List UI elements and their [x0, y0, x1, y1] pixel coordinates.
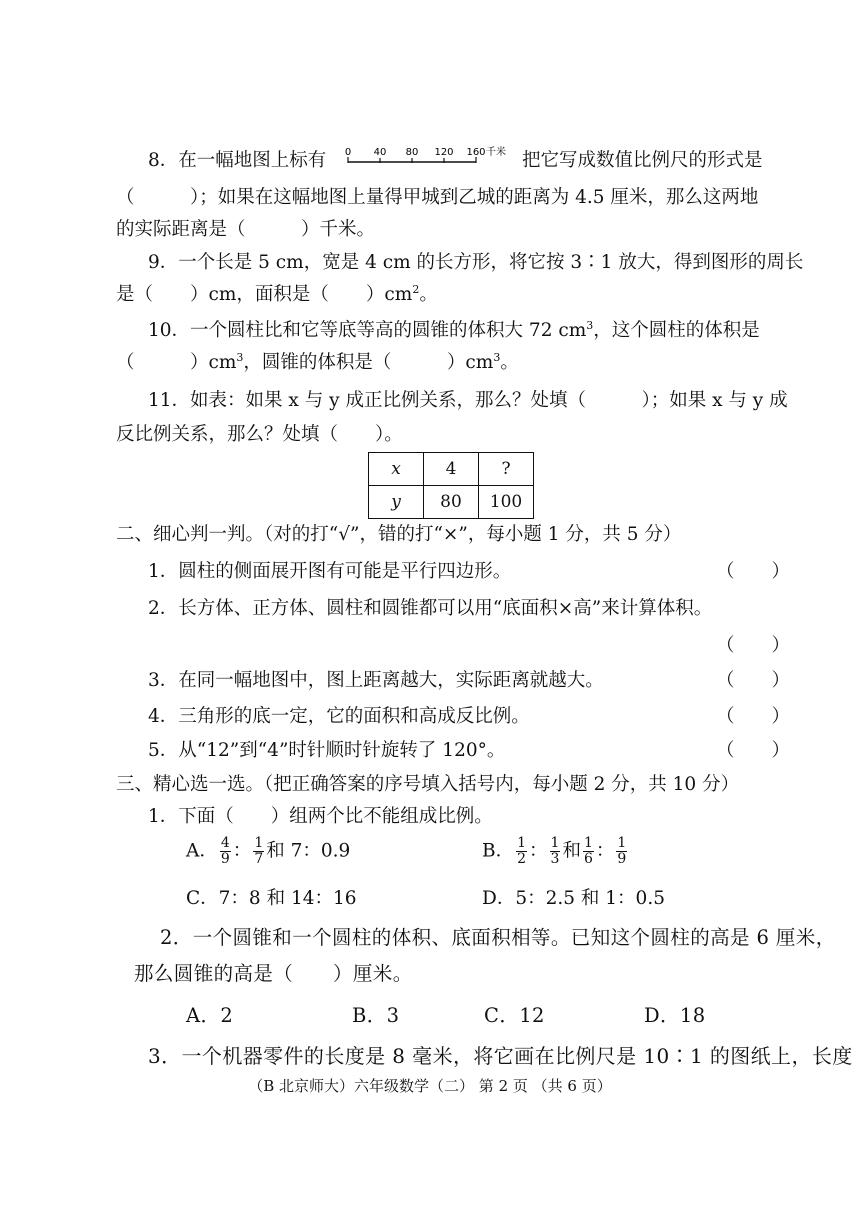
- scale-tick-120: 120: [434, 147, 454, 158]
- choice-q1-option-a: A． $\frac{4}{9}$ ： $\frac{1}{7}$ 和 7：0.9: [186, 835, 351, 867]
- table-cell: x: [369, 453, 424, 486]
- table-cell: ?: [479, 453, 534, 486]
- table-cell: y: [369, 486, 424, 519]
- table-row: [369, 453, 534, 486]
- line-scale-bar: [340, 144, 518, 168]
- judge-paren-2: （ ）: [716, 635, 791, 656]
- choice-q1-stem: 1．下面（ ）组两个比不能组成比例。: [148, 806, 493, 827]
- judge-paren-3: （ ）: [716, 670, 791, 691]
- scale-tick-0: 0: [344, 147, 352, 158]
- q9-line2: 是（ ）cm，面积是（ ）$cm^2$。: [116, 282, 438, 305]
- choice-q2-option-a: A．2: [186, 1004, 234, 1027]
- q8-line2: （ ）；如果在这幅地图上量得甲城到乙城的距离为 4.5 厘米，那么这两地: [116, 187, 759, 208]
- scale-tick-160: 160: [466, 147, 486, 158]
- choice-q1-option-c: C．7：8 和 14：16: [186, 888, 357, 909]
- q11-line2: 反比例关系，那么？处填（ ）。: [116, 424, 403, 445]
- table-row: [369, 486, 534, 519]
- q10-line2: （ ）$cm^3$，圆锥的体积是（ ）$cm^3$。: [116, 350, 519, 373]
- scale-tick-80: 80: [405, 147, 419, 158]
- judge-item-2: 2．长方体、正方体、圆柱和圆锥都可以用“底面积×高”来计算体积。: [148, 598, 713, 619]
- choice-q1-option-d: D．5：2.5 和 1：0.5: [482, 888, 665, 909]
- table-cell: 100: [479, 486, 534, 519]
- choice-q2-option-d: D．18: [644, 1004, 706, 1027]
- choice-q1-option-b: B． $\frac{1}{2}$ ： $\frac{1}{3}$ 和 $\frac{1}{6}$ ： $\frac{1}{9}$: [482, 835, 627, 867]
- judge-paren-4: （ ）: [716, 706, 791, 727]
- q11-line1: 11．如表：如果 x 与 y 成正比例关系，那么？处填（ ）；如果 x 与 y 成: [148, 390, 788, 411]
- judge-item-5: 5．从“12”到“4”时针顺时针旋转了 120°。: [148, 740, 506, 761]
- scale-unit: 千米: [486, 147, 506, 158]
- table-cell: 80: [424, 486, 479, 519]
- choice-q2-line1: 2．一个圆锥和一个圆柱的体积、底面积相等。已知这个圆柱的高是 6 厘米，: [160, 926, 836, 949]
- q9-line1: 9．一个长是 5 cm，宽是 4 cm 的长方形，将它按 3∶1 放大，得到图形的周长: [148, 252, 804, 273]
- scale-tick-40: 40: [373, 147, 387, 158]
- section2-heading: 二、细心判一判。（对的打“√”，错的打“×”，每小题 1 分，共 5 分）: [116, 524, 682, 545]
- choice-q2-option-c: C．12: [484, 1004, 545, 1027]
- judge-item-3: 3．在同一幅地图中，图上距离越大，实际距离就越大。: [148, 670, 604, 691]
- q10-line1: 10．一个圆柱比和它等底等高的圆锥的体积大 72 $cm^3$，这个圆柱的体积是: [148, 318, 760, 341]
- choice-q2-option-b: B．3: [352, 1004, 400, 1027]
- q8-lead: 8．在一幅地图上标有: [148, 150, 327, 171]
- table-cell: 4: [424, 453, 479, 486]
- q8-tail: 把它写成数值比例尺的形式是: [522, 150, 763, 171]
- judge-item-4: 4．三角形的底一定，它的面积和高成反比例。: [148, 706, 530, 727]
- judge-paren-1: （ ）: [716, 561, 791, 582]
- choice-q3-line1: 3．一个机器零件的长度是 8 毫米，将它画在比例尺是 10∶1 的图纸上，长度: [148, 1044, 853, 1068]
- page-footer: （B 北京师大）六年级数学（二） 第 2 页 （共 6 页）: [248, 1077, 612, 1095]
- choice-q2-line2: 那么圆锥的高是（ ）厘米。: [134, 962, 413, 985]
- q8-line3: 的实际距离是（ ）千米。: [116, 219, 376, 240]
- judge-paren-5: （ ）: [716, 740, 791, 761]
- xy-table: [368, 452, 534, 519]
- section3-heading: 三、精心选一选。（把正确答案的序号填入括号内，每小题 2 分，共 10 分）: [116, 774, 740, 795]
- judge-item-1: 1．圆柱的侧面展开图有可能是平行四边形。: [148, 561, 512, 582]
